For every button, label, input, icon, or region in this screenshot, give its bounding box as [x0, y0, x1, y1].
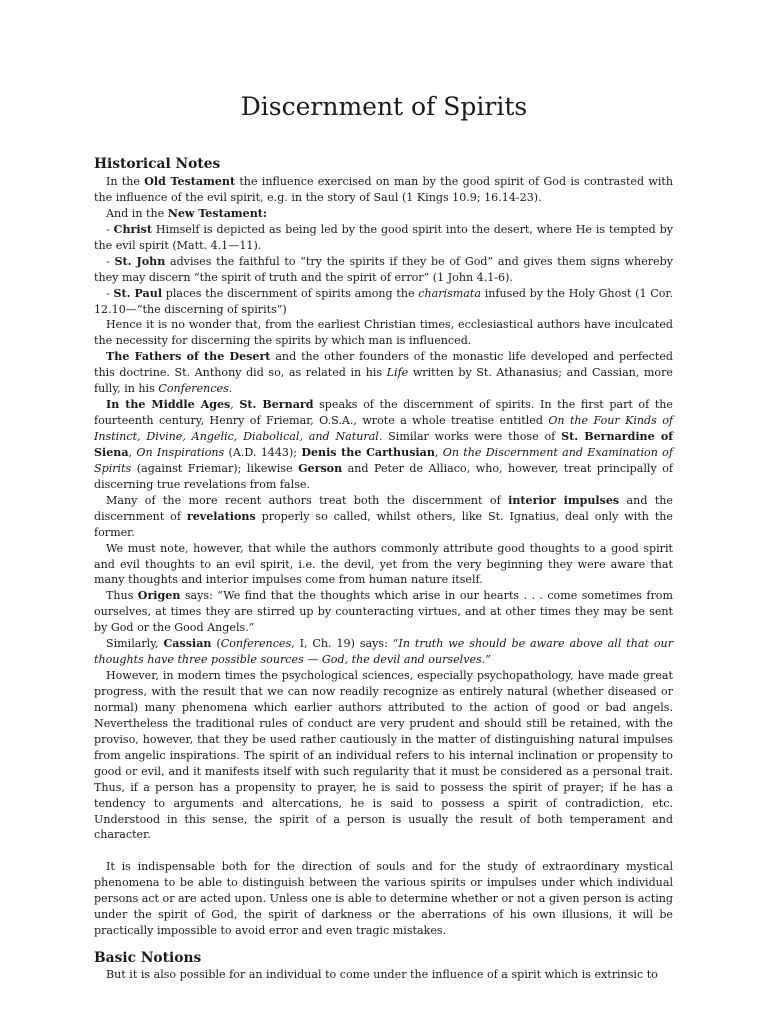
- bold-term: Christ: [113, 222, 152, 236]
- text-run: -: [106, 222, 114, 236]
- paragraph: [94, 493, 673, 541]
- bold-term: St. Bernard: [239, 398, 314, 412]
- text-run: Hence it is no wonder that, from the earliest Christian times, ecclesiastical authors have inculcated the necessity for discerning the spirits by which man is influenced.: [94, 318, 673, 348]
- page-title: Discernment of Spirits: [240, 92, 528, 121]
- paragraph: [94, 967, 673, 983]
- section-heading-basic-notions: Basic Notions: [94, 950, 202, 966]
- text-run: It is indispensable both for the direction of souls and for the study of extraordinary mystical phenomena to be able to distinguish between the various spirits or impulses under which individual persons act or are acted upon. Unless one is able to determine whether or not a given person is acting under the spirit of God, the spirit of darkness or the aberrations of his own illusions, it will be practically impossible to avoid error and even tragic mistakes.: [94, 860, 673, 938]
- text-run: , I, Ch. 19) says:: [291, 637, 393, 651]
- text-run: speaks of the discernment of spirits. In the first part of the fourteenth century, Henry of Friemar, O.S.A., wrote a whole treatise entitled: [94, 398, 673, 428]
- paragraph: [94, 859, 673, 939]
- paragraph: [94, 174, 673, 206]
- text-run: (A.D. 1443);: [224, 445, 302, 459]
- paragraph: [94, 397, 673, 493]
- bold-term: revelations: [186, 509, 256, 523]
- bold-term: Origen: [137, 589, 181, 603]
- text-run: the influence exercised on man by the good spirit of God is contrasted with the influence of the evil spirit, e.g. in the story of Saul (1 Kings 10.9; 16.14-23).: [94, 175, 673, 204]
- paragraph: [94, 541, 673, 589]
- bold-term: St. Bernardine of Siena: [94, 430, 673, 459]
- italic-title: On the Discernment and Examination of Spirits: [94, 445, 673, 475]
- bold-term: In the Middle Ages: [106, 398, 231, 412]
- text-run: says: “We find that the thoughts which arise in our hearts . . . come sometimes from ourselves, at times they are stirred up by counteracting virtues, and at other times they may be sent by God or the Good Angels.”: [94, 589, 673, 635]
- text-run: and the other founders of the monastic life developed and perfected this doctrine. St. Anthony did so, as related in his: [94, 350, 673, 380]
- bold-term: Cassian: [163, 637, 212, 651]
- paragraph: [94, 317, 673, 349]
- text-run: and the discernment of: [94, 493, 673, 523]
- bold-term: St. John: [114, 254, 166, 268]
- text-run: (: [211, 637, 221, 651]
- paragraph: [94, 668, 673, 843]
- text-run: properly so called, whilst others, like St. Ignatius, deal only with the former.: [94, 509, 673, 539]
- text-run: ,: [434, 445, 443, 459]
- italic-title: Conferences: [220, 637, 292, 651]
- text-run: places the discernment of spirits among the: [162, 286, 419, 300]
- text-run: ,: [128, 445, 137, 459]
- paragraph: [94, 286, 673, 318]
- text-run: advises the faithful to “try the spirits if they be of God” and gives them signs whereby they may discern “the spirit of truth and the spirit of error” (1 John 4.1-6).: [94, 254, 673, 284]
- italic-title: On Inspirations: [136, 445, 225, 459]
- paragraph: [94, 349, 673, 397]
- bold-term: New Testament:: [167, 206, 267, 220]
- text-run: And in the: [106, 206, 168, 220]
- text-run: written by St. Athanasius; and Cassian, more fully, in his: [94, 366, 673, 396]
- text-run: (against Friemar); likewise: [131, 461, 299, 475]
- historical-notes-body: [94, 174, 673, 939]
- italic-title: On the Four Kinds of Instinct, Divine, Angelic, Diabolical, and Natural.: [94, 414, 674, 443]
- text-run: Similar works were those of: [382, 430, 562, 443]
- bold-term: The Fathers of the Desert: [106, 350, 271, 364]
- text-run: ,: [230, 398, 240, 412]
- italic-title: Conferences.: [158, 382, 233, 396]
- text-run: -: [106, 286, 114, 300]
- text-run: But it is also possible for an individual to come under the influence of a spirit which is extrinsic to: [106, 968, 658, 981]
- text-run: Many of the more recent authors treat both the discernment of: [106, 493, 509, 507]
- bold-term: St. Paul: [113, 286, 163, 300]
- paragraph: [94, 222, 673, 254]
- text-run: -: [106, 254, 115, 268]
- text-run: Himself is depicted as being led by the good spirit into the desert, where He is tempted by the evil spirit (Matt. 4.1—11).: [94, 222, 673, 252]
- bold-term: Denis the Carthusian: [301, 445, 435, 459]
- italic-title: charismata: [418, 286, 481, 300]
- paragraph: [94, 588, 673, 636]
- text-run: Thus: [106, 589, 138, 603]
- text-run: infused by the Holy Ghost (1 Cor. 12.10—“the discerning of spirits”): [94, 286, 674, 316]
- text-run: We must note, however, that while the authors commonly attribute good thoughts to a good spirit and evil thoughts to an evil spirit, i.e. the devil, yet from the very beginning they were aware that many thoughts and interior impulses come from human nature itself.: [94, 541, 673, 587]
- text-run: However, in modern times the psychological sciences, especially psychopathology, have made great progress, with the result that we can now readily recognize as entirely natural (whether diseased or normal) many phenomena which earlier authors attributed to the action of good or bad angels. Nevertheless the traditional rules of conduct are very prudent and should still be retained, with the proviso, however, that they be used rather cautiously in the matter of distinguishing natural impulses from angelic inspirations. The spirit of an individual refers to his internal inclination or propensity to good or evil, and it manifests itself with such regularity that it must be considered as a personal trait. Thus, if a person has a propensity to prayer, he is said to possess the spirit of prayer; if he has a tendency to arguments and altercations, he is said to possess a spirit of contradiction, etc. Understood in this sense, the spirit of a person is usually the result of both temperament and character.: [94, 669, 673, 842]
- bold-term: Old Testament: [144, 175, 236, 188]
- paragraph: [94, 636, 673, 668]
- text-run: In the: [106, 175, 145, 188]
- text-run: Similarly,: [106, 637, 164, 651]
- text-run: and Peter de Alliaco, who, however, treat principally of discerning true revelations from false.: [94, 461, 673, 491]
- section-heading-historical-notes: Historical Notes: [94, 156, 221, 172]
- bold-term: Gerson: [298, 461, 343, 475]
- paragraph: [94, 206, 673, 222]
- bold-term: interior impulses: [508, 493, 620, 507]
- basic-notions-body: [94, 967, 673, 983]
- italic-title: Life: [386, 366, 409, 380]
- italic-title: “In truth we should be aware above all that our thoughts have three possible sources — God, the devil and ourselves.”: [94, 637, 674, 667]
- paragraph: [94, 254, 673, 286]
